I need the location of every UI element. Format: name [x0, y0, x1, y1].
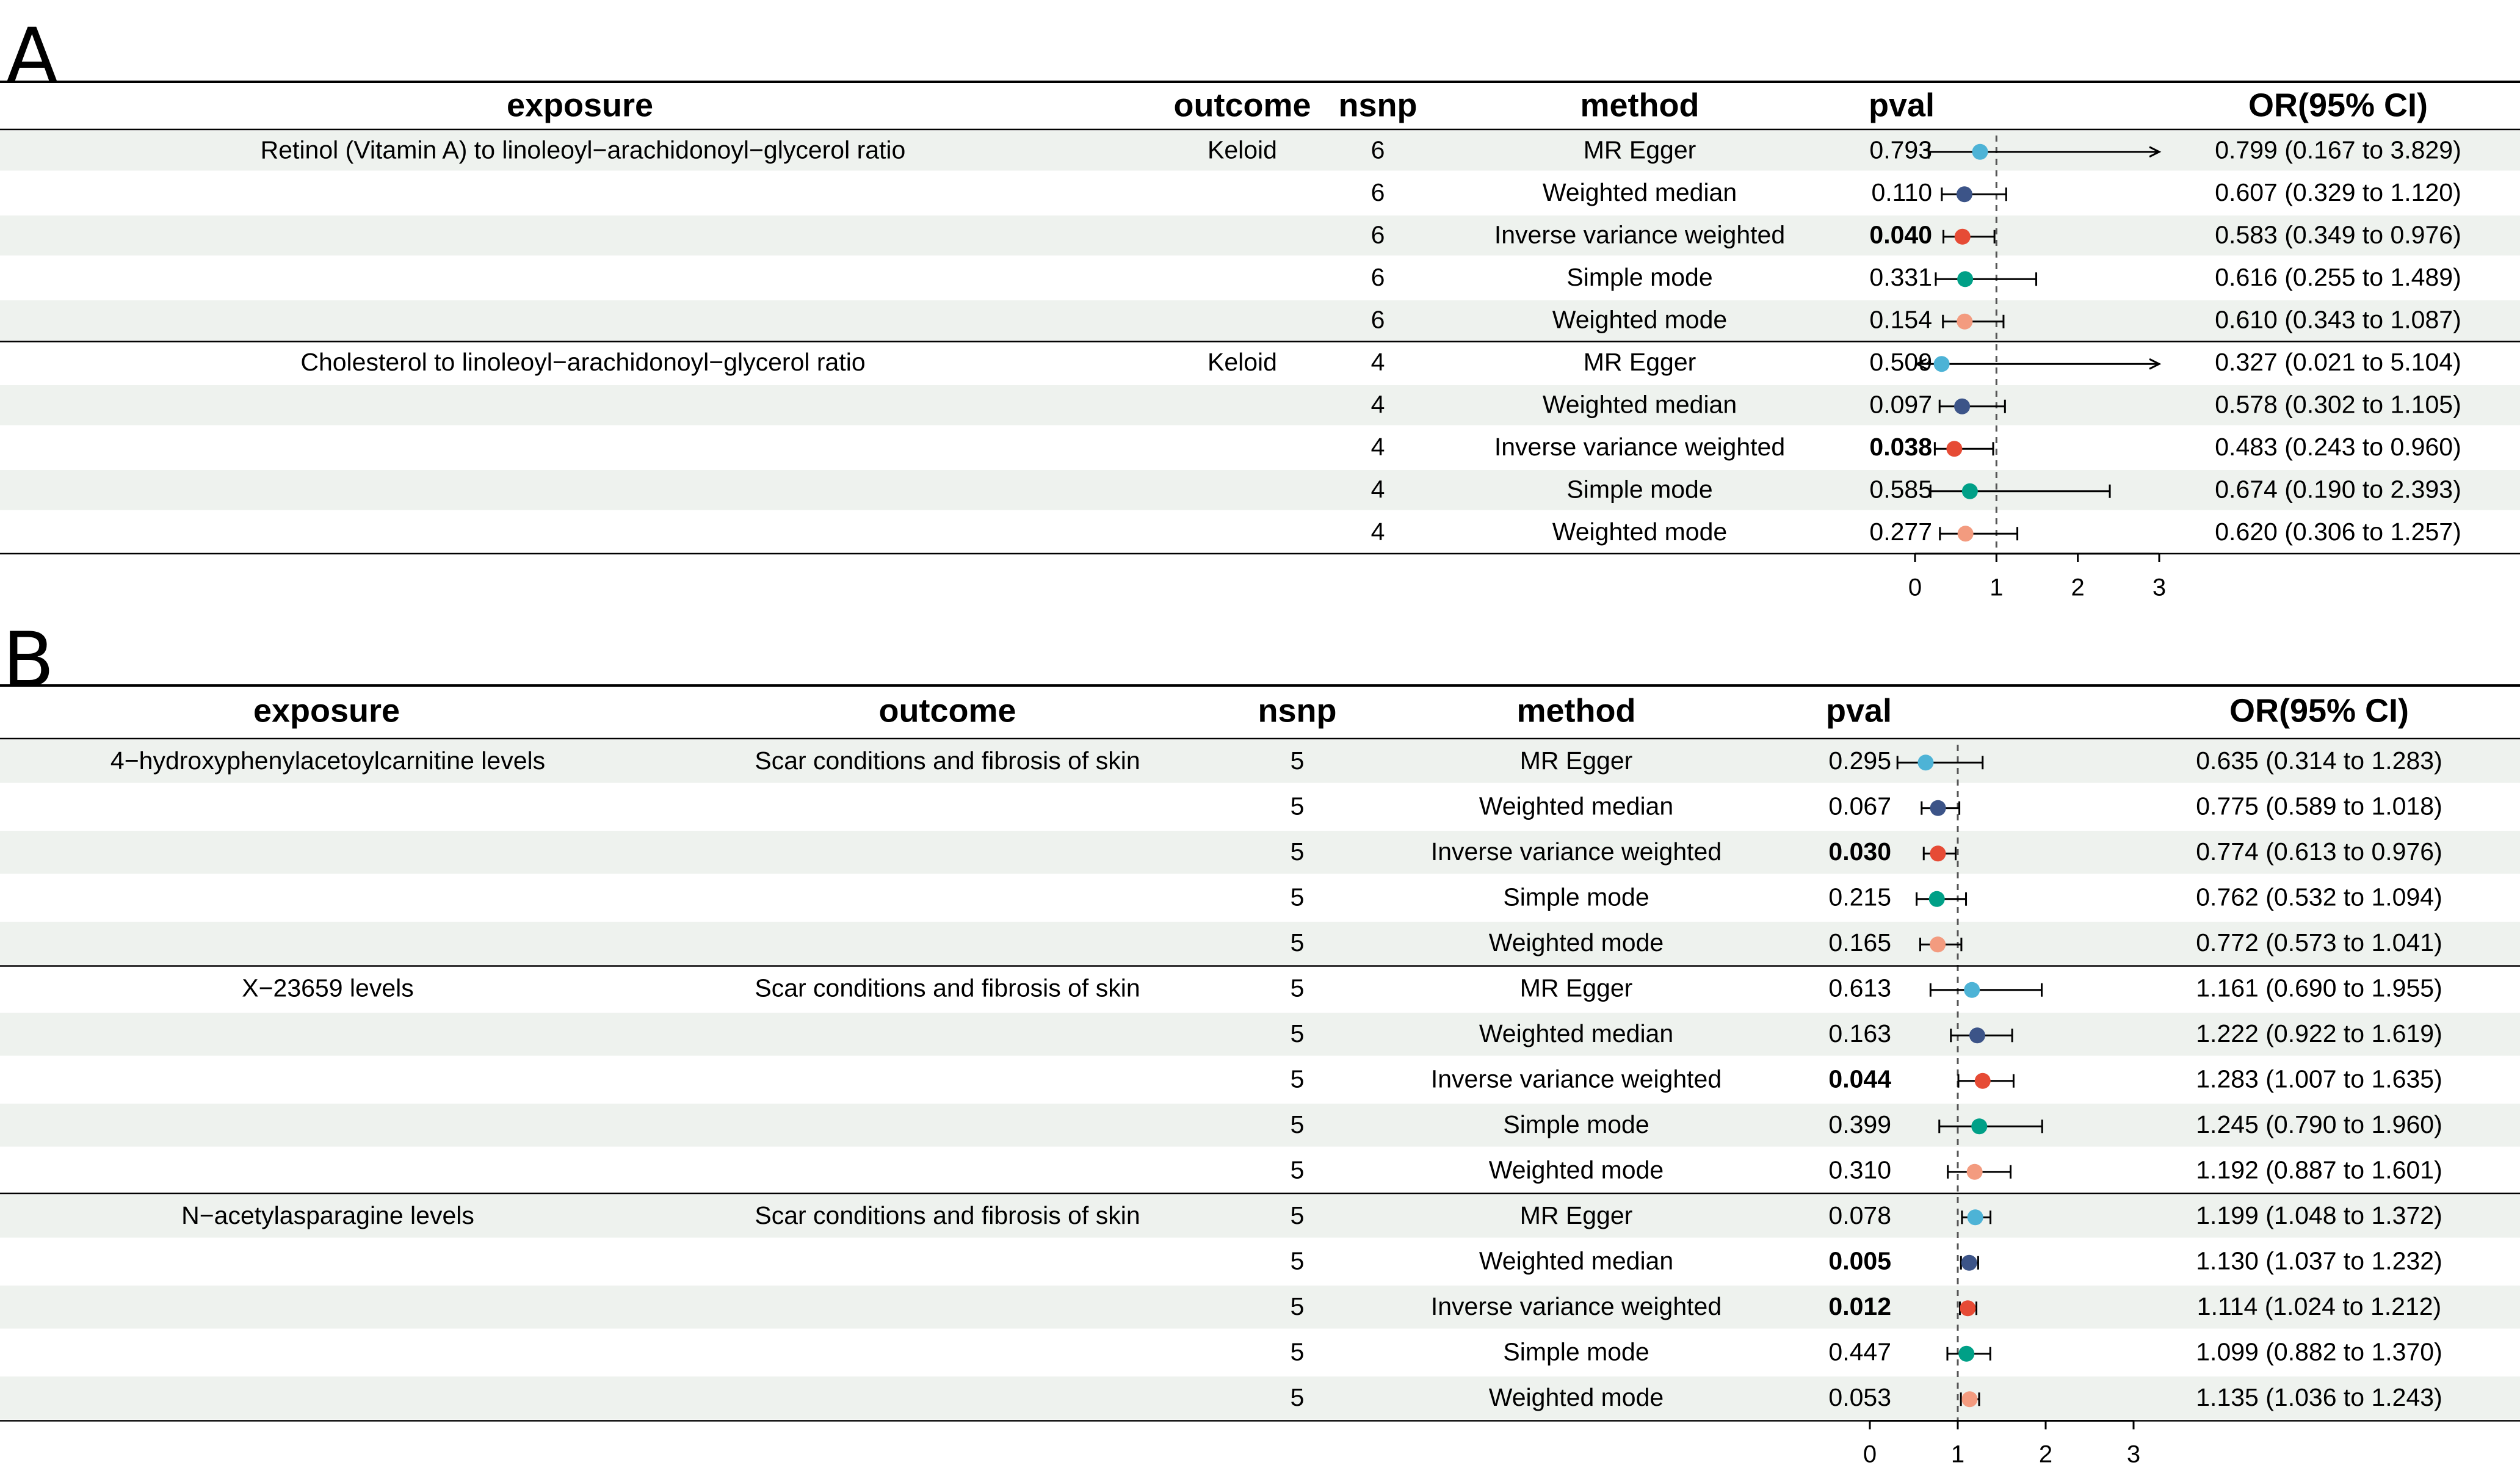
- or-point: [1930, 936, 1946, 952]
- exposure-label: Retinol (Vitamin A) to linoleoyl−arachidonoyl−glycerol ratio: [260, 136, 906, 164]
- nsnp-value: 5: [1290, 1337, 1305, 1366]
- column-header-method: method: [1580, 87, 1700, 124]
- method-label: Weighted mode: [1488, 1156, 1664, 1184]
- pval-value: 0.509: [1869, 348, 1932, 377]
- x-tick-label: 1: [1950, 1441, 1965, 1465]
- exposure-label: Cholesterol to linoleoyl−arachidonoyl−glycerol ratio: [300, 348, 866, 377]
- method-label: Inverse variance weighted: [1430, 1292, 1722, 1321]
- or-point: [1958, 1346, 1974, 1362]
- pval-value: 0.331: [1869, 263, 1932, 292]
- or-ci-text: 1.135 (1.036 to 1.243): [2196, 1383, 2442, 1412]
- column-header-exposure: exposure: [506, 87, 654, 124]
- x-tick-label: 3: [2126, 1441, 2141, 1465]
- pval-value: 0.215: [1828, 883, 1891, 911]
- exposure-label: X−23659 levels: [242, 974, 414, 1002]
- x-tick-label: 3: [2152, 574, 2167, 601]
- or-point: [1972, 144, 1988, 160]
- nsnp-value: 6: [1370, 305, 1385, 334]
- nsnp-value: 6: [1370, 178, 1385, 207]
- row-stripe: [0, 1376, 2520, 1420]
- or-point: [1968, 1209, 1983, 1225]
- or-point: [1917, 754, 1933, 770]
- row-stripe: [0, 215, 2520, 256]
- pval-value: 0.447: [1828, 1337, 1891, 1366]
- or-ci-text: 1.245 (0.790 to 1.960): [2196, 1110, 2442, 1139]
- outcome-label: Keloid: [1208, 348, 1277, 377]
- nsnp-value: 5: [1290, 1246, 1305, 1275]
- column-header-method: method: [1516, 692, 1636, 729]
- column-header-nsnp: nsnp: [1338, 87, 1418, 124]
- nsnp-value: 4: [1370, 518, 1385, 546]
- or-ci-text: 1.099 (0.882 to 1.370): [2196, 1337, 2442, 1366]
- pval-value-significant: 0.044: [1828, 1065, 1891, 1093]
- outcome-label: Keloid: [1208, 136, 1277, 164]
- pval-value: 0.277: [1869, 518, 1932, 546]
- method-label: MR Egger: [1583, 136, 1696, 164]
- or-ci-text: 1.114 (1.024 to 1.212): [2196, 1292, 2442, 1321]
- or-point: [1960, 1300, 1975, 1316]
- pval-value: 0.110: [1871, 178, 1932, 207]
- nsnp-value: 5: [1290, 1019, 1305, 1048]
- nsnp-value: 5: [1290, 928, 1305, 957]
- method-label: Weighted mode: [1552, 518, 1728, 546]
- row-stripe: [0, 1013, 2520, 1056]
- nsnp-value: 5: [1290, 792, 1305, 820]
- nsnp-value: 4: [1370, 433, 1385, 461]
- or-ci-text: 0.620 (0.306 to 1.257): [2215, 518, 2461, 546]
- method-label: Simple mode: [1566, 475, 1713, 504]
- method-label: MR Egger: [1519, 974, 1633, 1002]
- nsnp-value: 4: [1370, 390, 1385, 419]
- method-label: Weighted mode: [1552, 305, 1728, 334]
- or-ci-text: 0.772 (0.573 to 1.041): [2196, 928, 2442, 957]
- or-ci-text: 0.483 (0.243 to 0.960): [2215, 433, 2461, 461]
- method-label: Weighted median: [1542, 390, 1737, 419]
- x-tick-label: 0: [1863, 1441, 1877, 1465]
- pval-value: 0.097: [1869, 390, 1932, 419]
- x-tick-label: 1: [1990, 574, 2004, 601]
- x-tick-label: 2: [2038, 1441, 2053, 1465]
- method-label: Weighted mode: [1488, 1383, 1664, 1412]
- or-point: [1954, 399, 1970, 414]
- pval-value-significant: 0.040: [1869, 220, 1932, 249]
- outcome-label: Scar conditions and fibrosis of skin: [755, 1201, 1140, 1230]
- panel-label-B: B: [2, 617, 55, 705]
- row-stripe: [0, 831, 2520, 874]
- method-label: MR Egger: [1519, 1201, 1633, 1230]
- nsnp-value: 5: [1290, 1156, 1305, 1184]
- nsnp-value: 5: [1290, 883, 1305, 911]
- nsnp-value: 6: [1370, 220, 1385, 249]
- method-label: Simple mode: [1503, 1337, 1649, 1366]
- pval-value: 0.585: [1869, 475, 1932, 504]
- or-point: [1930, 845, 1946, 861]
- column-header-nsnp: nsnp: [1258, 692, 1337, 729]
- or-ci-text: 1.130 (1.037 to 1.232): [2196, 1246, 2442, 1275]
- or-point: [1957, 186, 1972, 202]
- method-label: Weighted median: [1479, 792, 1674, 820]
- nsnp-value: 5: [1290, 974, 1305, 1002]
- method-label: Simple mode: [1566, 263, 1713, 292]
- method-label: MR Egger: [1519, 747, 1633, 775]
- or-point: [1930, 800, 1946, 816]
- or-point: [1957, 271, 1973, 287]
- column-header-or: OR(95% CI): [2229, 692, 2410, 729]
- pval-value-significant: 0.038: [1869, 433, 1932, 461]
- or-point: [1929, 891, 1945, 907]
- pval-value-significant: 0.030: [1828, 837, 1891, 866]
- or-ci-text: 1.283 (1.007 to 1.635): [2196, 1065, 2442, 1093]
- method-label: Simple mode: [1503, 883, 1649, 911]
- or-ci-text: 0.583 (0.349 to 0.976): [2215, 220, 2461, 249]
- or-ci-text: 0.799 (0.167 to 3.829): [2215, 136, 2461, 164]
- column-header-outcome: outcome: [1173, 87, 1311, 124]
- exposure-label: 4−hydroxyphenylacetoylcarnitine levels: [110, 747, 546, 775]
- or-ci-text: 0.762 (0.532 to 1.094): [2196, 883, 2442, 911]
- pval-value: 0.310: [1828, 1156, 1891, 1184]
- method-label: Inverse variance weighted: [1494, 433, 1786, 461]
- pval-value: 0.399: [1828, 1110, 1891, 1139]
- pval-value: 0.053: [1828, 1383, 1891, 1412]
- column-header-pval: pval: [1868, 87, 1935, 124]
- or-ci-text: 0.578 (0.302 to 1.105): [2215, 390, 2461, 419]
- column-header-outcome: outcome: [878, 692, 1016, 729]
- column-header-exposure: exposure: [253, 692, 400, 729]
- or-point: [1961, 1255, 1977, 1271]
- method-label: Inverse variance weighted: [1430, 1065, 1722, 1093]
- or-ci-text: 0.774 (0.613 to 0.976): [2196, 837, 2442, 866]
- column-header-or: OR(95% CI): [2248, 87, 2428, 124]
- pval-value: 0.078: [1828, 1201, 1891, 1230]
- method-label: Weighted median: [1479, 1246, 1674, 1275]
- or-point: [1934, 356, 1950, 372]
- row-stripe: [0, 300, 2520, 341]
- row-stripe: [0, 1286, 2520, 1329]
- or-ci-text: 1.199 (1.048 to 1.372): [2196, 1201, 2442, 1230]
- or-ci-text: 0.610 (0.343 to 1.087): [2215, 305, 2461, 334]
- or-ci-text: 0.775 (0.589 to 1.018): [2196, 792, 2442, 820]
- outcome-label: Scar conditions and fibrosis of skin: [755, 974, 1140, 1002]
- or-ci-text: 0.607 (0.329 to 1.120): [2215, 178, 2461, 207]
- or-point: [1958, 526, 1974, 541]
- method-label: Weighted mode: [1488, 928, 1664, 957]
- nsnp-value: 5: [1290, 837, 1305, 866]
- nsnp-value: 4: [1370, 475, 1385, 504]
- or-ci-text: 1.161 (0.690 to 1.955): [2196, 974, 2442, 1002]
- pval-value: 0.154: [1869, 305, 1932, 334]
- row-stripe: [0, 470, 2520, 510]
- nsnp-value: 6: [1370, 136, 1385, 164]
- row-stripe: [0, 922, 2520, 965]
- method-label: Inverse variance weighted: [1430, 837, 1722, 866]
- or-point: [1961, 1391, 1977, 1407]
- nsnp-value: 5: [1290, 1110, 1305, 1139]
- nsnp-value: 5: [1290, 747, 1305, 775]
- or-ci-text: 1.222 (0.922 to 1.619): [2196, 1019, 2442, 1048]
- method-label: MR Egger: [1583, 348, 1696, 377]
- nsnp-value: 5: [1290, 1201, 1305, 1230]
- or-ci-text: 0.635 (0.314 to 1.283): [2196, 747, 2442, 775]
- or-ci-text: 0.674 (0.190 to 2.393): [2215, 475, 2461, 504]
- nsnp-value: 5: [1290, 1292, 1305, 1321]
- pval-value: 0.793: [1869, 136, 1932, 164]
- column-header-pval: pval: [1825, 692, 1892, 729]
- or-point: [1967, 1164, 1983, 1180]
- nsnp-value: 5: [1290, 1065, 1305, 1093]
- x-tick-label: 0: [1908, 574, 1922, 601]
- or-ci-text: 0.616 (0.255 to 1.489): [2215, 263, 2461, 292]
- pval-value: 0.067: [1828, 792, 1891, 820]
- pval-value: 0.295: [1828, 747, 1891, 775]
- or-point: [1971, 1118, 1987, 1134]
- pval-value: 0.613: [1828, 974, 1891, 1002]
- or-point: [1957, 314, 1972, 330]
- method-label: Weighted median: [1542, 178, 1737, 207]
- method-label: Simple mode: [1503, 1110, 1649, 1139]
- panel-label-A: A: [6, 12, 58, 101]
- or-ci-text: 0.327 (0.021 to 5.104): [2215, 348, 2461, 377]
- pval-value-significant: 0.012: [1828, 1292, 1891, 1321]
- pval-value: 0.163: [1828, 1019, 1891, 1048]
- x-tick-label: 2: [2071, 574, 2085, 601]
- nsnp-value: 5: [1290, 1383, 1305, 1412]
- or-point: [1964, 982, 1980, 998]
- method-label: Inverse variance weighted: [1494, 220, 1786, 249]
- or-point: [1946, 441, 1962, 457]
- or-point: [1962, 483, 1978, 499]
- exposure-label: N−acetylasparagine levels: [181, 1201, 474, 1230]
- pval-value: 0.165: [1828, 928, 1891, 957]
- row-stripe: [0, 1104, 2520, 1147]
- or-ci-text: 1.192 (0.887 to 1.601): [2196, 1156, 2442, 1184]
- outcome-label: Scar conditions and fibrosis of skin: [755, 747, 1140, 775]
- nsnp-value: 4: [1370, 348, 1385, 377]
- nsnp-value: 6: [1370, 263, 1385, 292]
- pval-value-significant: 0.005: [1828, 1246, 1891, 1275]
- or-point: [1955, 229, 1971, 245]
- method-label: Weighted median: [1479, 1019, 1674, 1048]
- row-stripe: [0, 385, 2520, 425]
- or-point: [1969, 1027, 1985, 1043]
- or-point: [1975, 1073, 1991, 1089]
